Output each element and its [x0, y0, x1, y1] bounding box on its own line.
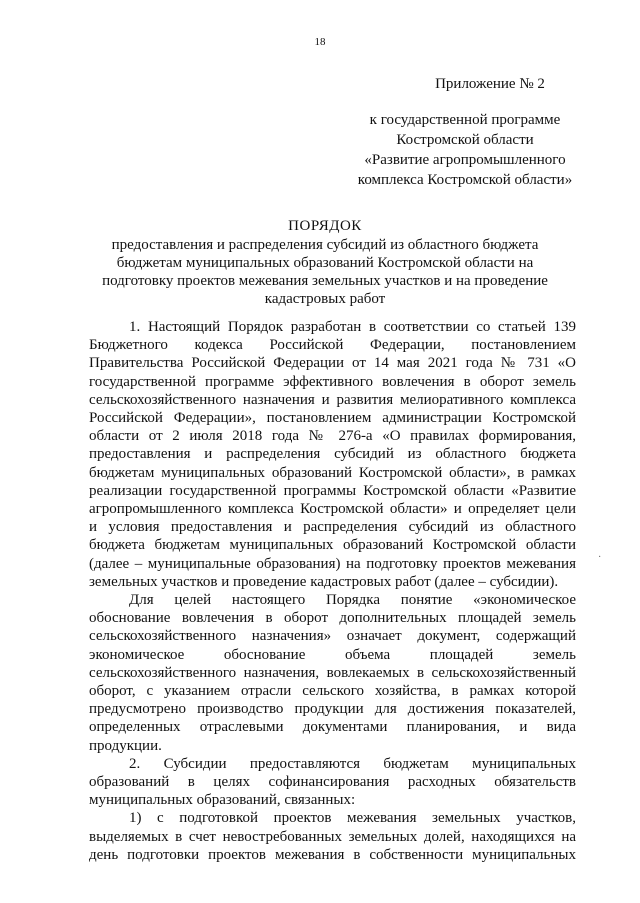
body-line: земельных участков и проведение кадастровых работ (далее – субсидии).	[89, 573, 559, 590]
document-subtitle-line: кадастровых работ	[264, 291, 386, 307]
body-line: день подготовки проектов межевания в собственности муниципальных	[89, 846, 576, 863]
body-line: определенных отраслевыми документами планирования, и вида	[89, 719, 576, 736]
body-line: Правительства Российской Федерации от 14 мая 2021 года № 731 «О	[89, 355, 576, 372]
body-line: бюджетам муниципальных образований Костромской области», в рамках	[89, 464, 576, 481]
appendix-title: Приложение № 2	[435, 76, 545, 92]
appendix-reference-line: комплекса Костромской области»	[357, 172, 573, 188]
body-line: продукции.	[89, 737, 162, 754]
body-line: сельскохозяйственного назначения и развития мелиоративного комплекса	[89, 391, 576, 408]
document-subtitle	[95, 236, 555, 308]
body-line: выделяемых в счет невостребованных земельных долей, находящихся на	[89, 828, 576, 845]
body-line: 1) с подготовкой проектов межевания земельных участков,	[129, 810, 576, 827]
body-line: Российской Федерации», постановлением администрации Костромской	[89, 410, 576, 427]
body-line: 2. Субсидии предоставляются бюджетам муниципальных	[129, 755, 576, 772]
body-line: бюджета бюджетам муниципальных образований Костромской области	[89, 537, 576, 554]
appendix-reference-line: Костромской области	[396, 132, 534, 148]
body-line: государственной программе эффективного вовлечения в оборот земель	[89, 373, 576, 390]
document-subtitle-line: бюджетам муниципальных образований Костромской области на	[116, 255, 534, 271]
body-line: Для целей настоящего Порядка понятие «экономическое	[129, 592, 576, 609]
body-line: сельскохозяйственного назначения» означает документ, содержащий	[89, 628, 576, 645]
body-line: 1. Настоящий Порядок разработан в соответствии со статьей 139	[129, 319, 576, 335]
body-line: агропромышленного комплекса Костромской области» и определяет цели	[89, 501, 576, 518]
document-title: ПОРЯДОК	[288, 218, 362, 234]
appendix-reference-line: «Развитие агропромышленного	[364, 152, 566, 168]
body-line: муниципальных образований, связанных:	[89, 792, 356, 809]
body-line: (далее – муниципальные образования) на подготовку проектов межевания	[89, 555, 576, 572]
body-line: экономическое обоснование объема площадей земель	[89, 646, 576, 663]
page-number: 18	[314, 36, 326, 48]
body-line: и условия предоставления и распределения субсидий из областного	[89, 519, 576, 536]
body-line: предоставления и распределения субсидий из областного бюджета	[89, 446, 576, 463]
body-line: сельскохозяйственного назначения, вовлекаемых в сельскохозяйственный	[89, 664, 576, 681]
body-line: области от 2 июля 2018 года № 276-а «О правилах формирования,	[89, 428, 576, 445]
document-subtitle-line: предоставления и распределения субсидий из областного бюджета	[111, 237, 539, 253]
margin-mark: ·	[598, 552, 602, 563]
body-text	[89, 318, 576, 864]
body-line: обоснование вовлечения в оборот дополнительных площадей земель	[89, 610, 576, 627]
body-line: предусмотрено производство продукции для достижения показателей,	[89, 701, 576, 718]
appendix-reference	[350, 110, 580, 190]
body-line: реализации государственной программы Костромской области «Развитие	[89, 482, 576, 499]
body-line: Бюджетного кодекса Российской Федерации, постановлением	[89, 337, 576, 354]
document-subtitle-line: подготовку проектов межевания земельных участков и на проведение	[102, 273, 548, 289]
body-line: оборот, с указанием отрасли сельского хозяйства, в рамках которой	[89, 683, 576, 700]
appendix-reference-line: к государственной программе	[369, 112, 561, 128]
body-line: образований в целях софинансирования расходных обязательств	[89, 774, 576, 791]
